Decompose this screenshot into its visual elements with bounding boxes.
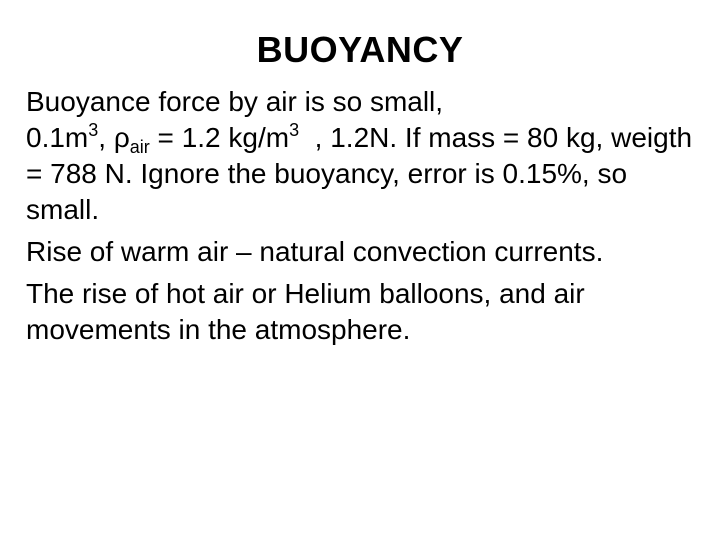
buoyancy-calculation-text: , 1.2N. If mass = 80 kg, weigth = 788 N. Ignore the buoyancy, error is 0.15%, so small. bbox=[26, 122, 700, 225]
paragraph-hot-air-balloons: The rise of hot air or Helium balloons, and air movements in the atmosphere. bbox=[26, 278, 585, 345]
line-buoyance-force: Buoyance force by air is so small, bbox=[26, 86, 444, 117]
slide-title: BUOYANCY bbox=[256, 29, 464, 70]
density-value: = 1.2 kg/m bbox=[149, 122, 290, 153]
separator-text: , bbox=[98, 122, 114, 153]
volume-exponent: 3 bbox=[88, 120, 99, 140]
density-exponent: 3 bbox=[289, 120, 300, 140]
rho-subscript: air bbox=[129, 137, 150, 157]
rho-symbol: ρ bbox=[113, 122, 130, 153]
volume-value: 0.1m bbox=[26, 122, 89, 153]
slide-body bbox=[26, 84, 706, 348]
paragraph-warm-air: Rise of warm air – natural convection currents. bbox=[26, 236, 604, 267]
paragraph-buoyancy-force bbox=[26, 84, 706, 228]
